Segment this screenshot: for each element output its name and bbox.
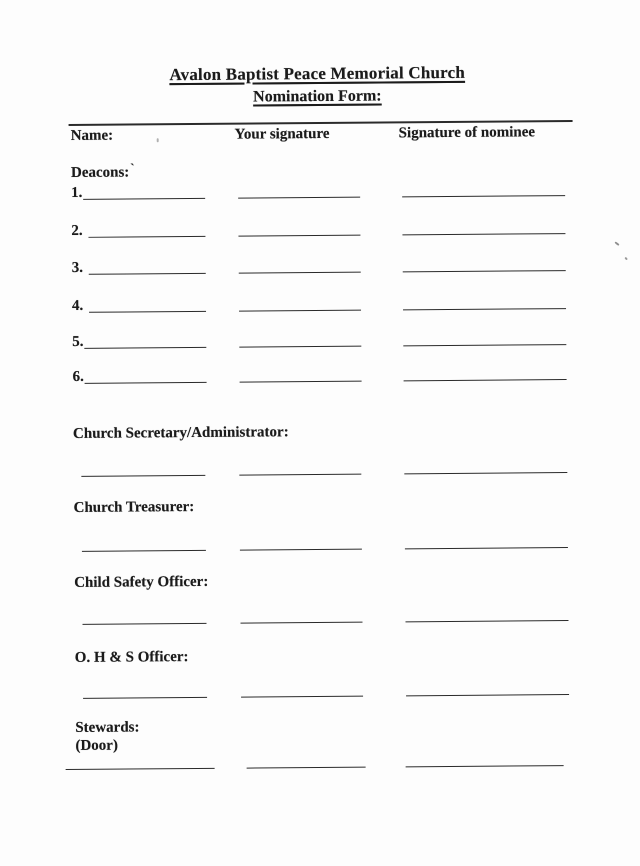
signature-line-name xyxy=(84,347,206,349)
signature-line-nominee xyxy=(406,765,564,767)
deacon-row-3 xyxy=(0,250,639,275)
section-label-ohs: O. H & S Officer: xyxy=(74,649,189,666)
column-header-name: Name: xyxy=(70,127,114,144)
section-label-treasurer: Church Treasurer: xyxy=(73,498,195,516)
title-block xyxy=(0,60,637,110)
signature-line-nominee xyxy=(404,472,567,474)
deacon-row-number: 4. xyxy=(71,297,84,314)
ohs-signature-row xyxy=(2,674,640,699)
secretary-signature-row xyxy=(0,452,640,477)
section-sublabel-door: (Door) xyxy=(75,737,118,754)
deacon-row-1 xyxy=(0,175,638,200)
scan-speck xyxy=(614,241,619,246)
signature-line-name xyxy=(82,623,206,625)
signature-line-your-signature xyxy=(238,197,360,199)
signature-line-name xyxy=(89,273,206,275)
signature-line-nominee xyxy=(405,620,568,622)
deacon-row-number: 5. xyxy=(72,333,84,350)
signature-line-your-signature xyxy=(239,310,361,312)
scan-speck xyxy=(157,138,159,142)
deacon-row-number: 2. xyxy=(71,222,83,239)
signature-line-your-signature xyxy=(239,272,361,274)
signature-line-your-signature xyxy=(240,549,362,551)
signature-line-nominee xyxy=(403,270,566,272)
deacon-row-6 xyxy=(0,359,640,384)
signature-line-your-signature xyxy=(239,346,361,348)
signature-line-name xyxy=(81,475,205,477)
signature-line-nominee xyxy=(403,308,566,310)
treasurer-signature-row xyxy=(1,527,640,552)
signature-line-nominee xyxy=(402,195,565,197)
signature-line-name xyxy=(89,311,206,313)
deacons-label-text: Deacons: xyxy=(70,164,130,181)
signature-line-name xyxy=(66,768,215,770)
signature-line-your-signature xyxy=(247,767,366,769)
column-header-signature-of-nominee: Signature of nominee xyxy=(398,124,536,142)
deacon-row-2 xyxy=(0,213,638,238)
column-header-your-signature: Your signature xyxy=(234,125,330,143)
section-label-child-safety: Child Safety Officer: xyxy=(74,573,209,591)
signature-line-nominee xyxy=(403,344,566,346)
signature-line-your-signature xyxy=(240,622,362,624)
signature-line-your-signature xyxy=(241,696,363,698)
signature-line-nominee xyxy=(404,379,567,381)
stewards-signature-row xyxy=(2,745,640,770)
signature-line-name xyxy=(85,382,207,384)
deacon-row-number: 3. xyxy=(71,259,84,276)
deacon-row-4 xyxy=(0,288,639,313)
signature-line-name xyxy=(83,198,205,200)
stray-pen-mark: ` xyxy=(130,160,135,176)
signature-line-nominee xyxy=(402,233,565,235)
signature-line-your-signature xyxy=(240,381,362,383)
form-title: Avalon Baptist Peace Memorial Church xyxy=(169,62,466,85)
deacon-row-number: 1. xyxy=(71,184,83,201)
section-label-secretary: Church Secretary/Administrator: xyxy=(72,424,289,442)
section-label-stewards: Stewards: xyxy=(75,719,140,736)
signature-line-nominee xyxy=(405,547,568,549)
signature-line-your-signature xyxy=(239,474,361,476)
signature-line-nominee xyxy=(406,694,569,696)
deacon-row-number: 6. xyxy=(72,368,84,385)
deacon-row-5 xyxy=(0,324,639,349)
signature-line-your-signature xyxy=(238,235,360,237)
signature-line-name xyxy=(83,697,207,699)
signature-line-name xyxy=(82,550,206,552)
signature-line-name xyxy=(88,236,205,238)
form-subtitle: Nomination Form: xyxy=(253,87,382,106)
child-safety-signature-row xyxy=(1,600,640,625)
